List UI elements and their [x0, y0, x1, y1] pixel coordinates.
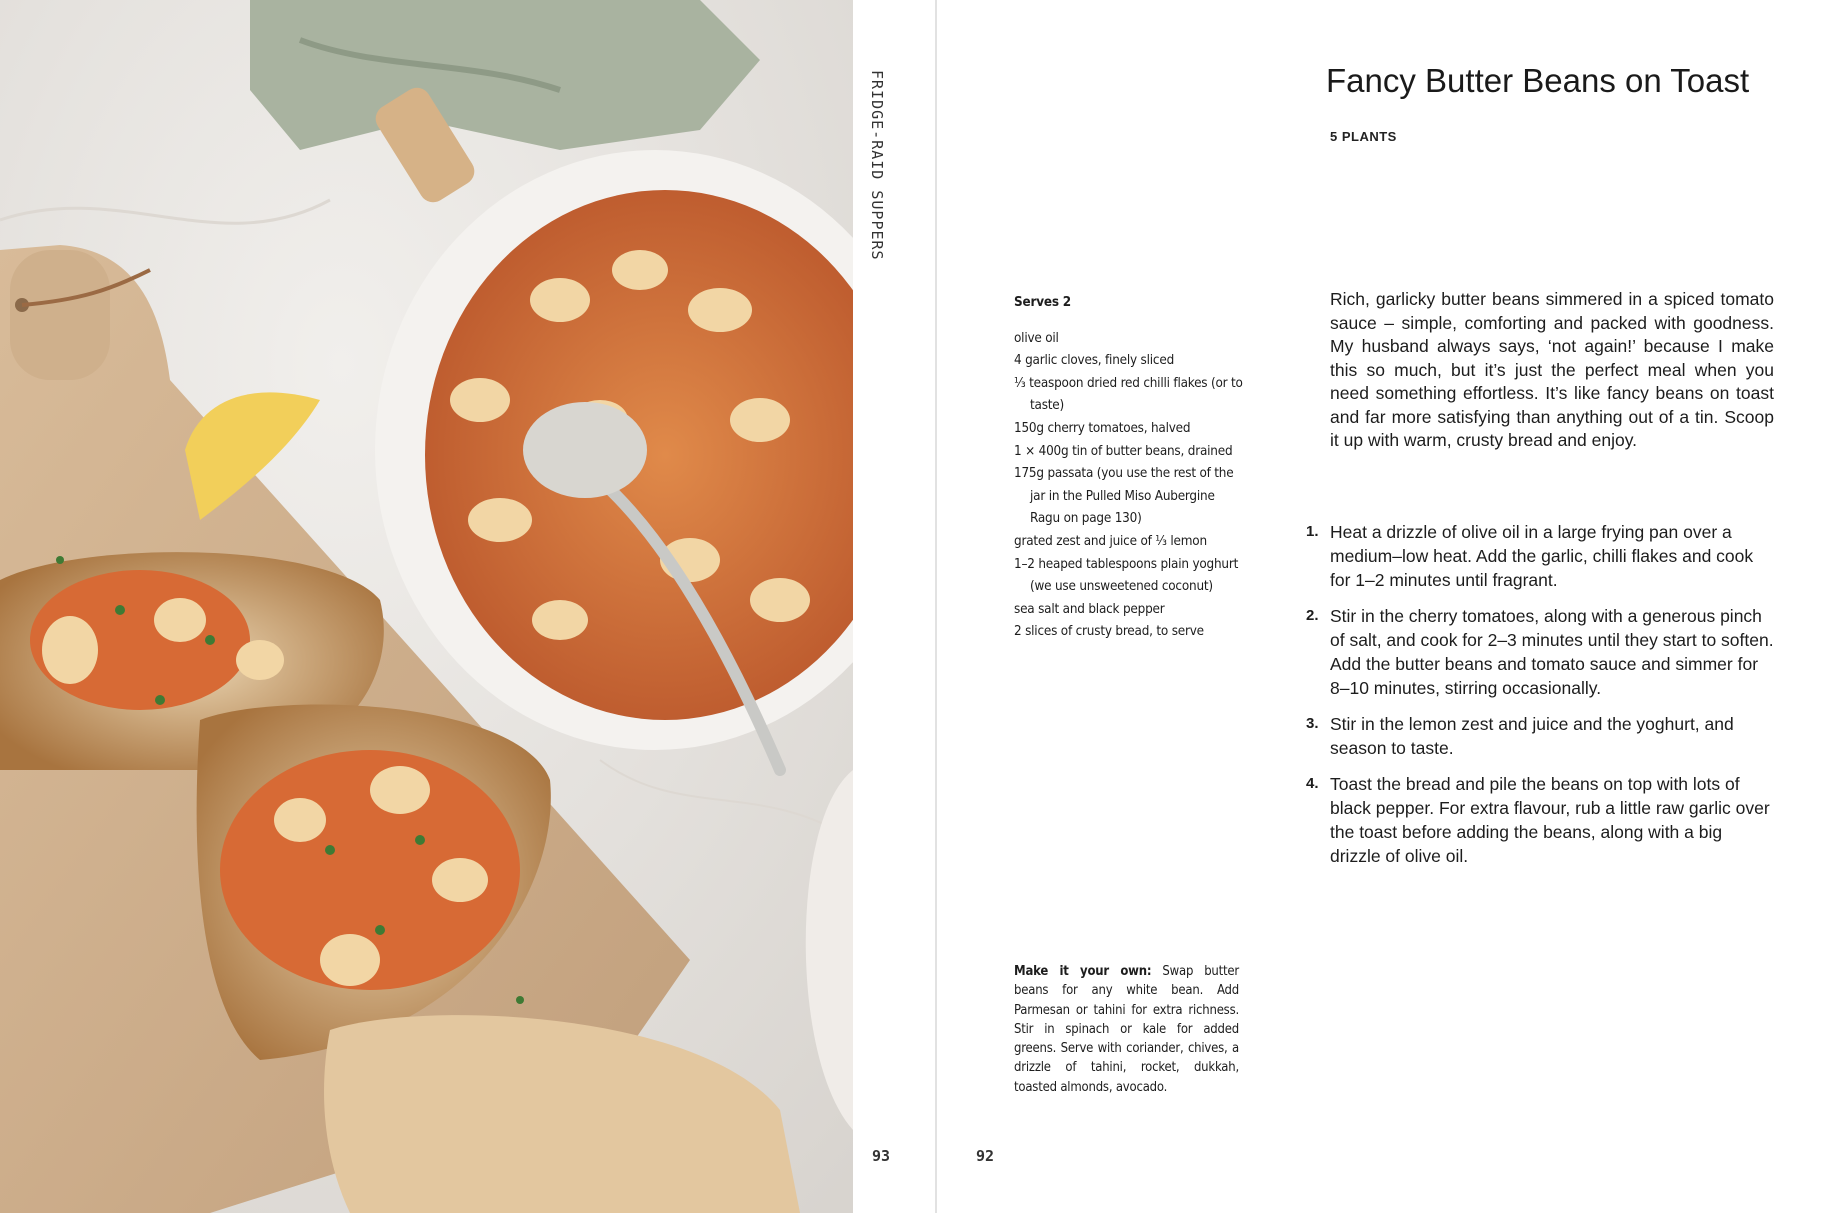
- make-it-your-own-label: Make it your own:: [1014, 964, 1152, 979]
- folio-left: 93: [872, 1147, 891, 1165]
- step-number: 4.: [1306, 775, 1319, 792]
- ingredient-list: [1014, 328, 1246, 644]
- recipe-intro: Rich, garlicky butter beans simmered in a spiced tomato sauce – simple, comforting and packed with goodness. My husband always says, ‘not again!’ because I make this so much, but it’s just the perfect meal when you need something effortless. It’s like fancy beans on toast and far more satisfying than anything out of a tin. Scoop it up with warm, crusty bread and enjoy.: [1330, 289, 1774, 450]
- food-photo: [0, 0, 853, 1213]
- page-gutter: [935, 0, 937, 1213]
- ingredient-item: 4 garlic cloves, finely sliced: [1014, 353, 1175, 369]
- make-it-your-own-note: [1014, 962, 1239, 1097]
- step-number: 1.: [1306, 523, 1319, 540]
- step-number: 2.: [1306, 607, 1319, 624]
- method-step: [1306, 604, 1776, 700]
- folio-right: 92: [976, 1147, 995, 1165]
- method-step: [1306, 520, 1776, 592]
- ingredients-column: [1014, 292, 1246, 644]
- serves-label: Serves 2: [1014, 295, 1071, 310]
- make-it-your-own-text: Swap butter beans for any white bean. Add Parmesan or tahini for extra richness. Stir in spinach or kale for added greens. Serve with coriander, chives, a drizzle of tahini, rocket, dukkah, toasted almonds, avocado.: [1014, 964, 1240, 1095]
- ingredient-item: 2 slices of crusty bread, to serve: [1014, 624, 1204, 640]
- step-text: Stir in the cherry tomatoes, along with a generous pinch of salt, and cook for 2–3 minutes until they start to soften. Add the butter beans and tomato sauce and simmer for 8–10 minutes, stirring occasionally.: [1330, 606, 1774, 698]
- ingredient-item: 1–2 heaped tablespoons plain yoghurt (we use unsweetened coconut): [1014, 556, 1239, 595]
- ingredient-item: 150g cherry tomatoes, halved: [1014, 420, 1191, 436]
- method-step: [1306, 712, 1776, 760]
- step-text: Stir in the lemon zest and juice and the yoghurt, and season to taste.: [1330, 714, 1734, 758]
- ingredient-item: ⅓ teaspoon dried red chilli flakes (or to taste): [1014, 375, 1243, 414]
- running-head: FRIDGE-RAID SUPPERS: [868, 70, 886, 261]
- ingredient-item: 1 × 400g tin of butter beans, drained: [1014, 443, 1233, 459]
- ingredient-item: 175g passata (you use the rest of the jar in the Pulled Miso Aubergine Ragu on page 130): [1014, 466, 1234, 527]
- method-step: [1306, 772, 1776, 868]
- method-steps: [1306, 520, 1776, 880]
- recipe-title: Fancy Butter Beans on Toast: [1326, 62, 1750, 99]
- ingredient-item: sea salt and black pepper: [1014, 601, 1165, 617]
- step-number: 3.: [1306, 715, 1319, 732]
- step-text: Heat a drizzle of olive oil in a large frying pan over a medium–low heat. Add the garlic, chilli flakes and cook for 1–2 minutes until fragrant.: [1330, 522, 1754, 590]
- plants-count: 5 PLANTS: [1330, 129, 1397, 144]
- ingredient-item: olive oil: [1014, 330, 1059, 346]
- step-text: Toast the bread and pile the beans on top with lots of black pepper. For extra flavour, rub a little raw garlic over the toast before adding the beans, along with a big drizzle of olive oil.: [1330, 774, 1770, 866]
- ingredient-item: grated zest and juice of ⅓ lemon: [1014, 533, 1207, 549]
